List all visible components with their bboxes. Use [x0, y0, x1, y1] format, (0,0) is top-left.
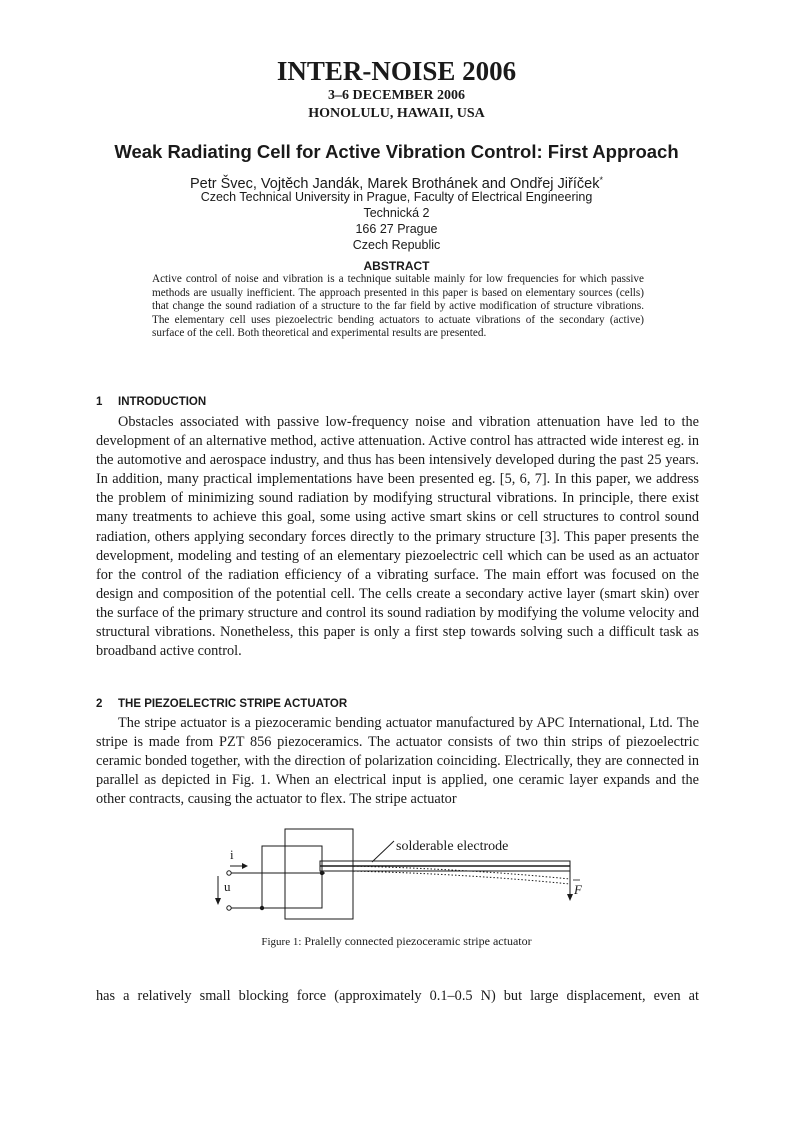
voltage-label: u	[224, 879, 231, 894]
conference-place: HONOLULU, HAWAII, USA	[308, 106, 485, 121]
junction-dot-top	[320, 871, 324, 875]
bottom-terminal	[227, 906, 231, 910]
author-footnote-mark: *	[599, 175, 603, 185]
section-2-body	[96, 714, 699, 809]
caption-text: Pralelly connected piezoceramic stripe actuator	[304, 934, 532, 948]
section-2-heading	[96, 697, 347, 711]
section-2-paragraph: The stripe actuator is a piezoceramic bending actuator manufactured by APC International, Ltd. The stripe is made from PZT 856 piezoceramics. The actuator consists of two thin strips of piezoelectric ceramic bonded together, with the direction of polarization coinciding. Electrically, they are connected in parallel as depicted in Fig. 1. When an electrical input is applied, one ceramic layer expands and the other contracts, causing the actuator to flex. The stripe actuator	[96, 715, 699, 808]
conference-date: 3–6 DECEMBER 2006	[328, 88, 465, 103]
affiliation-line-3: 166 27 Prague	[355, 222, 438, 236]
affiliation-line-1: Czech Technical University in Prague, Faculty of Electrical Engineering	[200, 190, 593, 204]
inner-wire-loop	[262, 846, 322, 908]
abstract-heading: ABSTRACT	[363, 259, 430, 273]
electrode-label: solderable electrode	[396, 839, 509, 854]
continuation-text: has a relatively small blocking force (approximately 0.1–0.5 N) but large displacement, even at	[96, 988, 699, 1004]
paper-title: Weak Radiating Cell for Active Vibration Control: First Approach	[114, 141, 679, 162]
section-1-body	[96, 413, 699, 661]
current-arrowhead	[242, 863, 248, 869]
lower-ceramic-layer	[320, 866, 570, 871]
section-2-number: 2	[96, 698, 103, 710]
abstract-text: Active control of noise and vibration is a technique suitable mainly for low frequencies for which passive methods are usually inefficient. The approach presented in this paper is based on elementary sources (cells) that change the sound radiation of a structure to the far field by active modification of structure vibrations. The elementary cell uses piezoelectric bending actuators to actuate vibrations of the secondary (active) surface of the cell. Both theoretical and experimental results are presented.	[152, 273, 644, 340]
force-arrowhead	[567, 894, 573, 901]
outer-wire-loop	[285, 829, 353, 919]
affiliation-line-4: Czech Republic	[352, 238, 441, 252]
section-1-title: INTRODUCTION	[118, 396, 207, 408]
affiliation-line-2: Technická 2	[363, 206, 430, 220]
section-1-heading	[96, 395, 206, 409]
electrode-leader-line	[372, 841, 394, 862]
section-1-number: 1	[96, 396, 103, 408]
voltage-arrowhead	[215, 898, 221, 905]
deflected-stripe-upper	[350, 866, 570, 879]
upper-ceramic-layer	[320, 861, 570, 866]
figure-1	[210, 826, 590, 926]
section-2-title: THE PIEZOELECTRIC STRIPE ACTUATOR	[118, 698, 348, 710]
figure-1-caption	[0, 933, 793, 950]
deflected-stripe-lower	[350, 871, 570, 884]
junction-dot-bottom	[260, 906, 264, 910]
force-label: F	[574, 882, 582, 897]
section-1-paragraph: Obstacles associated with passive low-frequency noise and vibration attenuation have led to the development of an alternative method, active attenuation. Active control has attracted wide interest eg. in the automotive and aerospace industry, and thus has been intensively developed during the past 25 years. In addition, many practical implementations have been presented eg. [5, 6, 7]. In this paper, we address the problem of minimizing sound radiation by modifying structural vibrations. In principle, there exist many treatments to achieve this goal, some using active smart skins or cell structures to control sound radiation, others applying secondary forces directly to the primary structure [3]. This paper presents the development, modeling and testing of an elementary piezoelectric cell which can be used as an actuator for the control of the radiation efficiency of a vibrating surface. The main effort was focused on the design and composition of the potential cell. The cells create a secondary active layer (smart skin) over the surface of the primary structure and control its sound radiation by modifying the volume velocity and structural vibrations. Nonetheless, this paper is only a first step towards solving such a difficult task as broadband active control.	[96, 414, 699, 660]
caption-prefix: Figure 1:	[261, 936, 302, 948]
author-names: Petr Švec, Vojtěch Jandák, Marek Brothánek and Ondřej Jiříček	[190, 176, 600, 192]
stripe-actuator-diagram	[210, 826, 590, 926]
conference-title: INTER-NOISE 2006	[276, 56, 517, 86]
current-label: i	[230, 847, 234, 862]
top-terminal	[227, 871, 231, 875]
